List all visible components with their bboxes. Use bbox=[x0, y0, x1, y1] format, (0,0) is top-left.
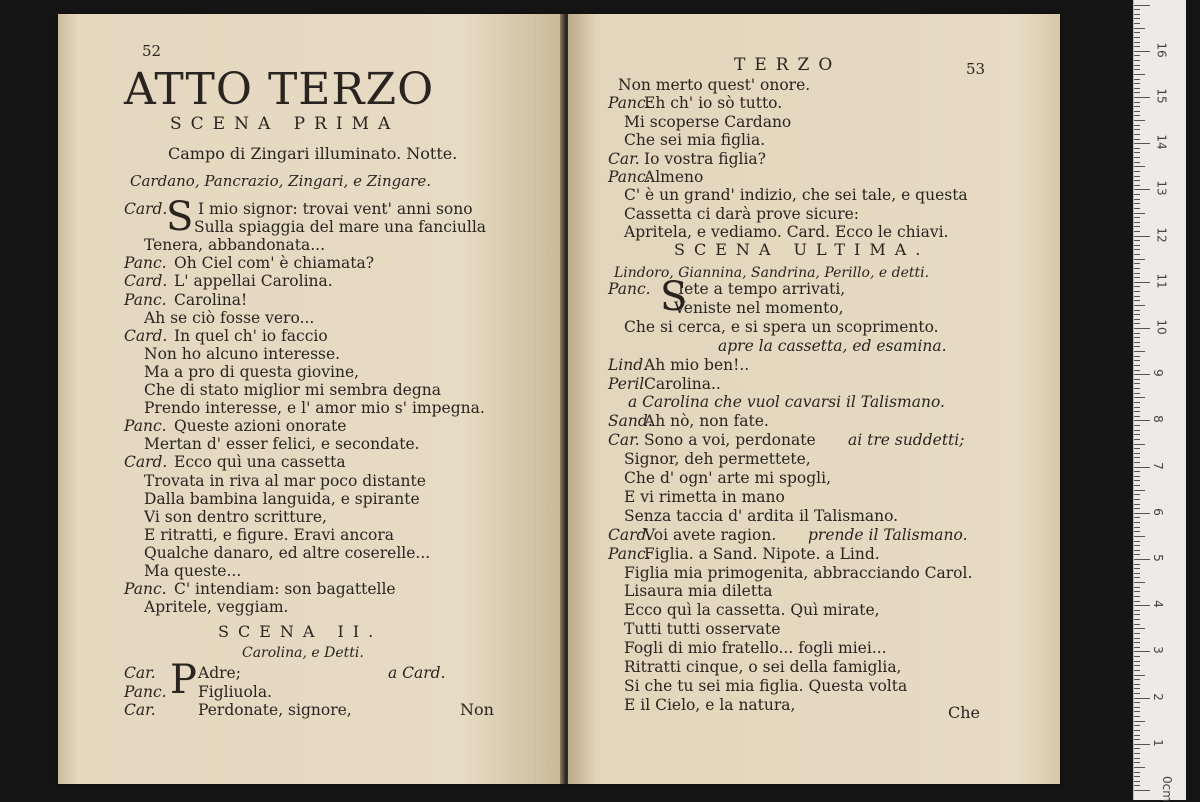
verse-text: Ma queste... bbox=[144, 562, 242, 580]
ruler-tick bbox=[1134, 254, 1140, 255]
ruler-tick bbox=[1134, 619, 1140, 620]
ruler-tick bbox=[1134, 601, 1140, 602]
ruler-tick bbox=[1134, 716, 1140, 717]
left-catchword: Non bbox=[460, 700, 494, 719]
ruler-tick bbox=[1134, 74, 1145, 75]
ruler-tick bbox=[1134, 610, 1140, 611]
ruler-tick bbox=[1134, 106, 1140, 107]
ruler-label: 2 bbox=[1150, 692, 1165, 701]
ruler-tick bbox=[1134, 651, 1150, 652]
ruler-tick bbox=[1134, 323, 1140, 324]
ruler-tick bbox=[1134, 310, 1140, 311]
ruler-tick bbox=[1134, 185, 1140, 186]
ruler-tick bbox=[1134, 647, 1140, 648]
ruler-tick bbox=[1134, 263, 1140, 264]
ruler-label: 4 bbox=[1150, 600, 1165, 609]
ruler-label: 11 bbox=[1154, 273, 1169, 289]
ruler-tick bbox=[1134, 171, 1140, 172]
verse-text: E ritratti, e figure. Eravi ancora bbox=[144, 525, 395, 544]
verse-text: Dalla bambina languida, e spirante bbox=[144, 489, 420, 508]
ruler-tick bbox=[1134, 661, 1140, 662]
verse-text: In quel ch' io faccio bbox=[174, 326, 328, 345]
ruler-tick bbox=[1134, 79, 1140, 80]
ruler-tick bbox=[1134, 97, 1150, 98]
verse-text: Che d' ogn' arte mi spogli, bbox=[624, 469, 832, 487]
right-catchword: Che bbox=[948, 703, 981, 722]
ruler-tick bbox=[1134, 277, 1140, 278]
ruler-tick bbox=[1134, 365, 1140, 366]
verse-text: E vi rimetta in mano bbox=[624, 487, 785, 506]
ruler-tick bbox=[1134, 665, 1140, 666]
ruler-tick bbox=[1134, 554, 1140, 555]
verse-text: Che si cerca, e si spera un scoprimento. bbox=[624, 317, 939, 336]
ruler-tick bbox=[1134, 46, 1140, 47]
ruler-tick bbox=[1134, 767, 1145, 768]
ruler-tick bbox=[1134, 65, 1140, 66]
ruler-tick bbox=[1134, 536, 1145, 537]
ruler-tick bbox=[1134, 527, 1140, 528]
speaker-label: Panc. bbox=[608, 280, 651, 298]
ruler-label: 13 bbox=[1154, 180, 1169, 197]
ruler-tick bbox=[1134, 176, 1140, 177]
ruler-tick bbox=[1134, 259, 1145, 260]
ruler-tick bbox=[1134, 698, 1150, 699]
ruler-tick bbox=[1134, 476, 1140, 477]
verse-text: Oh Ciel com' è chiamata? bbox=[174, 254, 375, 273]
stage-direction: apre la cassetta, ed esamina. bbox=[718, 336, 947, 355]
ruler-tick bbox=[1134, 37, 1140, 38]
ruler-tick bbox=[1134, 92, 1140, 93]
left-page-number: 52 bbox=[142, 42, 162, 60]
ruler-tick bbox=[1134, 180, 1140, 181]
verse-text: Cassetta ci darà prove sicure: bbox=[624, 204, 860, 223]
ruler-tick bbox=[1134, 559, 1150, 560]
ruler-tick bbox=[1134, 249, 1140, 250]
ruler-tick bbox=[1134, 628, 1145, 629]
ruler-tick bbox=[1134, 236, 1150, 237]
ruler-tick bbox=[1134, 457, 1140, 458]
ruler-tick bbox=[1134, 762, 1140, 763]
ruler-tick bbox=[1134, 120, 1145, 121]
ruler-tick bbox=[1134, 550, 1140, 551]
final-scene-heading: SCENA ULTIMA. bbox=[674, 240, 930, 259]
ruler-tick bbox=[1134, 333, 1140, 334]
ruler-tick bbox=[1134, 596, 1140, 597]
ruler-tick bbox=[1134, 707, 1140, 708]
ruler-tick bbox=[1134, 342, 1140, 343]
verse-text: Carolina! bbox=[174, 290, 248, 309]
ruler-tick bbox=[1134, 356, 1140, 357]
ruler-tick bbox=[1134, 296, 1140, 297]
ruler-tick bbox=[1134, 467, 1150, 468]
ruler-tick bbox=[1134, 162, 1140, 163]
ruler-tick bbox=[1134, 351, 1145, 352]
ruler-tick bbox=[1134, 624, 1140, 625]
verse-text: Ritratti cinque, o sei della famiglia, bbox=[624, 658, 902, 676]
ruler-tick bbox=[1134, 439, 1140, 440]
ruler-tick bbox=[1134, 781, 1140, 782]
ruler-tick bbox=[1134, 517, 1140, 518]
verse-text: Prendo interesse, e l' amor mio s' impegna. bbox=[144, 399, 485, 418]
speaker-label: Panc. bbox=[608, 544, 651, 563]
right-page bbox=[568, 14, 1060, 784]
verse-text: Io vostra figlia? bbox=[644, 149, 766, 168]
ruler-label: 16 bbox=[1154, 42, 1169, 58]
speaker-label: Card. bbox=[124, 200, 168, 218]
ruler-tick bbox=[1134, 115, 1140, 116]
verse-text: Ecco quì una cassetta bbox=[174, 453, 346, 472]
ruler-label: 6 bbox=[1150, 507, 1165, 516]
speaker-label: Panc. bbox=[608, 94, 651, 113]
ruler-label: 15 bbox=[1154, 88, 1169, 104]
ruler-tick bbox=[1134, 300, 1140, 301]
measurement-ruler bbox=[1133, 0, 1186, 800]
ruler-tick bbox=[1134, 739, 1140, 740]
ruler-tick bbox=[1134, 28, 1145, 29]
ruler-tick bbox=[1134, 577, 1140, 578]
ruler-tick bbox=[1134, 273, 1140, 274]
verse-text: L' appellai Carolina. bbox=[174, 272, 333, 291]
verse-text: Tutti tutti osservate bbox=[624, 620, 781, 639]
ruler-tick bbox=[1134, 494, 1140, 495]
ruler-tick bbox=[1134, 420, 1150, 421]
ruler-tick bbox=[1134, 129, 1140, 130]
ruler-label: 10 bbox=[1154, 319, 1169, 335]
ruler-tick bbox=[1134, 55, 1140, 56]
ruler-label: 1 bbox=[1150, 738, 1165, 747]
ruler-tick bbox=[1134, 226, 1140, 227]
ruler-tick bbox=[1134, 725, 1140, 726]
verse-text: Apritele, veggiam. bbox=[144, 598, 289, 617]
ruler-tick bbox=[1134, 286, 1140, 287]
ruler-tick bbox=[1134, 758, 1140, 759]
ruler-tick bbox=[1134, 675, 1145, 676]
ruler-label: 9 bbox=[1150, 369, 1165, 378]
ruler-tick bbox=[1134, 411, 1140, 412]
verse-text: C' intendiam: son bagattelle bbox=[174, 580, 396, 599]
verse-text: Sulla spiaggia del mare una fanciulla bbox=[194, 218, 487, 237]
ruler-tick bbox=[1134, 693, 1140, 694]
ruler-tick bbox=[1134, 291, 1140, 292]
ruler-tick bbox=[1134, 383, 1140, 384]
ruler-tick bbox=[1134, 785, 1140, 786]
ruler-tick bbox=[1134, 642, 1140, 643]
ruler-tick bbox=[1134, 143, 1150, 144]
ruler-tick bbox=[1134, 453, 1140, 454]
scene-characters: Cardano, Pancrazio, Zingari, e Zingare. bbox=[130, 172, 431, 190]
ruler-tick bbox=[1134, 9, 1140, 10]
ruler-tick bbox=[1134, 166, 1145, 167]
ruler-tick bbox=[1134, 268, 1140, 269]
ruler-tick bbox=[1134, 393, 1140, 394]
ruler-tick bbox=[1134, 430, 1140, 431]
scene-2-characters: Carolina, e Detti. bbox=[242, 645, 364, 661]
ruler-tick bbox=[1134, 282, 1150, 283]
ruler-tick bbox=[1134, 18, 1140, 19]
ruler-tick bbox=[1134, 407, 1140, 408]
ruler-tick bbox=[1134, 711, 1140, 712]
ruler-tick bbox=[1134, 148, 1140, 149]
final-drop-cap: S bbox=[660, 274, 688, 320]
verse-text: Ma a pro di questa giovine, bbox=[144, 362, 360, 381]
verse-text: Figlia. a Sand. Nipote. a Lind. bbox=[644, 544, 880, 563]
ruler-tick bbox=[1134, 14, 1140, 15]
ruler-tick bbox=[1134, 23, 1140, 24]
ruler-label: 3 bbox=[1150, 646, 1165, 655]
ruler-tick bbox=[1134, 462, 1140, 463]
left-page bbox=[58, 14, 564, 784]
ruler-tick bbox=[1134, 346, 1140, 347]
verse-text: Ah nò, non fate. bbox=[644, 412, 769, 431]
ruler-tick bbox=[1134, 504, 1140, 505]
ruler-tick bbox=[1134, 744, 1150, 745]
ruler-tick bbox=[1134, 203, 1140, 204]
open-book bbox=[58, 14, 1060, 784]
ruler-tick bbox=[1134, 360, 1140, 361]
ruler-tick bbox=[1134, 5, 1150, 6]
verse-text: Lisaura mia diletta bbox=[624, 582, 773, 601]
verse-text: Ecco quì la cassetta. Quì mirate, bbox=[624, 601, 880, 620]
ruler-tick bbox=[1134, 702, 1140, 703]
drop-cap: S bbox=[166, 194, 194, 240]
ruler-tick bbox=[1134, 374, 1150, 375]
ruler-tick bbox=[1134, 102, 1140, 103]
verse-text: Sono a voi, perdonate bbox=[644, 431, 816, 450]
verse-text: Almeno bbox=[644, 168, 704, 186]
ruler-tick bbox=[1134, 157, 1140, 158]
ruler-tick bbox=[1134, 111, 1140, 112]
ruler-tick bbox=[1134, 638, 1140, 639]
speaker-label: Panc. bbox=[608, 168, 651, 186]
speaker-label: Card. bbox=[124, 326, 168, 345]
ruler-tick bbox=[1134, 564, 1140, 565]
ruler-tick bbox=[1134, 194, 1140, 195]
speaker-label: Car. bbox=[608, 431, 640, 450]
ruler-tick bbox=[1134, 319, 1140, 320]
ruler-label: 12 bbox=[1154, 226, 1169, 243]
ruler-tick bbox=[1134, 213, 1145, 214]
speaker-label: Card. bbox=[124, 453, 168, 472]
ruler-tick bbox=[1134, 199, 1140, 200]
verse-text: Che sei mia figlia. bbox=[624, 131, 766, 150]
verse-text: Figlia mia primogenita, abbracciando Carol. bbox=[624, 563, 973, 582]
verse-text: Fogli di mio fratello... fogli miei... bbox=[624, 639, 887, 658]
ruler-tick bbox=[1134, 69, 1140, 70]
ruler-tick bbox=[1134, 370, 1140, 371]
stage-direction: ai tre suddetti; bbox=[848, 431, 965, 450]
running-header: TERZO bbox=[734, 55, 842, 75]
ruler-tick bbox=[1134, 656, 1140, 657]
speaker-label: Car. bbox=[124, 701, 156, 719]
ruler-tick bbox=[1134, 721, 1145, 722]
speaker-label: Panc. bbox=[124, 254, 167, 273]
ruler-tick bbox=[1134, 416, 1140, 417]
ruler-tick bbox=[1134, 51, 1150, 52]
verse-text: Ah se ciò fosse vero... bbox=[144, 308, 315, 327]
verse-text: Voi avete ragion. bbox=[644, 525, 777, 544]
verse-text: Mi scoperse Cardano bbox=[624, 112, 792, 131]
ruler-tick bbox=[1134, 522, 1140, 523]
verse-text: Adre; bbox=[198, 664, 241, 682]
speaker-label: Peril bbox=[608, 374, 645, 393]
ruler-tick bbox=[1134, 790, 1150, 791]
ruler-tick bbox=[1134, 735, 1140, 736]
ruler-tick bbox=[1134, 32, 1140, 33]
ruler-tick bbox=[1134, 402, 1140, 403]
ruler-tick bbox=[1134, 231, 1140, 232]
scene-setting: Campo di Zingari illuminato. Notte. bbox=[168, 144, 458, 163]
ruler-tick bbox=[1134, 208, 1140, 209]
scene-2-heading: SCENA II. bbox=[218, 622, 383, 641]
verse-text: Non merto quest' onore. bbox=[618, 76, 811, 94]
ruler-tick bbox=[1134, 513, 1150, 514]
ruler-tick bbox=[1134, 670, 1140, 671]
ruler-tick bbox=[1134, 684, 1140, 685]
verse-text: I mio signor: trovai vent' anni sono bbox=[198, 200, 473, 218]
final-scene-characters: Lindoro, Giannina, Sandrina, Perillo, e detti. bbox=[614, 265, 930, 281]
verse-text: Senza taccia d' ardita il Talismano. bbox=[624, 506, 899, 525]
ruler-tick bbox=[1134, 337, 1140, 338]
speaker-label: Panc. bbox=[124, 682, 167, 701]
ruler-tick bbox=[1134, 434, 1140, 435]
ruler-tick bbox=[1134, 397, 1145, 398]
ruler-tick bbox=[1134, 134, 1140, 135]
verse-text: C' è un grand' indizio, che sei tale, e questa bbox=[624, 186, 968, 205]
ruler-label: 14 bbox=[1154, 134, 1169, 150]
verse-text: Trovata in riva al mar poco distante bbox=[144, 471, 426, 490]
ruler-tick bbox=[1134, 222, 1140, 223]
ruler-tick bbox=[1134, 633, 1140, 634]
ruler-tick bbox=[1134, 679, 1140, 680]
ruler-tick bbox=[1134, 753, 1140, 754]
ruler-tick bbox=[1134, 139, 1140, 140]
act-title: ATTO TERZO bbox=[124, 64, 435, 115]
speaker-label: Car. bbox=[608, 149, 640, 168]
stage-direction: prende il Talismano. bbox=[808, 525, 968, 544]
verse-text: Tenera, abbandonata... bbox=[144, 236, 326, 255]
ruler-tick bbox=[1134, 772, 1140, 773]
drop-cap: P bbox=[170, 657, 197, 703]
speaker-label: Car. bbox=[124, 664, 156, 682]
verse-text: Non ho alcuno interesse. bbox=[144, 344, 341, 363]
verse-text: Queste azioni onorate bbox=[174, 417, 347, 436]
verse-text: Si che tu sei mia figlia. Questa volta bbox=[624, 676, 908, 695]
speaker-label: Card. bbox=[608, 525, 652, 544]
ruler-tick bbox=[1134, 541, 1140, 542]
verse-text: Figliuola. bbox=[198, 682, 272, 701]
ruler-tick bbox=[1134, 508, 1140, 509]
verse-text: Eh ch' io sò tutto. bbox=[644, 94, 783, 113]
speaker-label: Panc. bbox=[124, 580, 167, 599]
ruler-tick bbox=[1134, 568, 1140, 569]
ruler-tick bbox=[1134, 217, 1140, 218]
verse-text: E il Cielo, e la natura, bbox=[624, 695, 796, 714]
speaker-label: Lind. bbox=[608, 355, 649, 374]
verse-text: Iete a tempo arrivati, bbox=[678, 280, 846, 298]
ruler-label: 5 bbox=[1150, 554, 1165, 562]
scene-heading: SCENA PRIMA bbox=[170, 114, 400, 134]
ruler-label: 0cm bbox=[1159, 776, 1174, 802]
ruler-tick bbox=[1134, 545, 1140, 546]
ruler-tick bbox=[1134, 388, 1140, 389]
ruler-tick bbox=[1134, 499, 1140, 500]
ruler-tick bbox=[1134, 245, 1140, 246]
ruler-tick bbox=[1134, 471, 1140, 472]
ruler-tick bbox=[1134, 591, 1140, 592]
ruler-tick bbox=[1134, 305, 1145, 306]
stage-direction: a Card. bbox=[388, 664, 446, 682]
speaker-label: Panc. bbox=[124, 417, 167, 436]
verse-text: Che di stato miglior mi sembra degna bbox=[144, 381, 441, 399]
ruler-tick bbox=[1134, 573, 1140, 574]
verse-text: Signor, deh permettete, bbox=[624, 450, 811, 469]
ruler-tick bbox=[1134, 614, 1140, 615]
verse-text: Carolina.. bbox=[644, 374, 721, 393]
stage-direction: a Carolina che vuol cavarsi il Talismano. bbox=[628, 393, 945, 412]
ruler-tick bbox=[1134, 480, 1140, 481]
verse-text: Veniste nel momento, bbox=[674, 298, 844, 317]
ruler-tick bbox=[1134, 448, 1140, 449]
ruler-tick bbox=[1134, 152, 1140, 153]
ruler-label: 7 bbox=[1150, 461, 1165, 470]
verse-text: Mertan d' esser felici, e secondate. bbox=[144, 435, 420, 454]
ruler-tick bbox=[1134, 582, 1145, 583]
ruler-tick bbox=[1134, 328, 1150, 329]
ruler-tick bbox=[1134, 425, 1140, 426]
ruler-tick bbox=[1134, 776, 1140, 777]
ruler-tick bbox=[1134, 531, 1140, 532]
ruler-tick bbox=[1134, 688, 1140, 689]
ruler-tick bbox=[1134, 60, 1140, 61]
ruler-tick bbox=[1134, 748, 1140, 749]
ruler-tick bbox=[1134, 587, 1140, 588]
ruler-tick bbox=[1134, 83, 1140, 84]
verse-text: Vi son dentro scritture, bbox=[144, 507, 327, 526]
ruler-tick bbox=[1134, 189, 1150, 190]
ruler-tick bbox=[1134, 605, 1150, 606]
ruler-tick bbox=[1134, 730, 1140, 731]
verse-text: Apritela, e vediamo. Card. Ecco le chiavi. bbox=[624, 223, 949, 242]
ruler-tick bbox=[1134, 444, 1145, 445]
ruler-tick bbox=[1134, 490, 1145, 491]
ruler-tick bbox=[1134, 88, 1140, 89]
ruler-tick bbox=[1134, 125, 1140, 126]
ruler-tick bbox=[1134, 485, 1140, 486]
ruler-tick bbox=[1134, 42, 1140, 43]
ruler-tick bbox=[1134, 240, 1140, 241]
verse-text: Perdonate, signore, bbox=[198, 701, 352, 719]
speaker-label: Card. bbox=[124, 272, 168, 291]
verse-text: Ah mio ben!.. bbox=[644, 355, 750, 374]
ruler-tick bbox=[1134, 314, 1140, 315]
right-page-number: 53 bbox=[966, 60, 986, 78]
speaker-label: Panc. bbox=[124, 290, 167, 309]
verse-text: Qualche danaro, ed altre coserelle... bbox=[144, 543, 431, 562]
speaker-label: Sand. bbox=[608, 412, 653, 431]
ruler-tick bbox=[1134, 379, 1140, 380]
ruler-label: 8 bbox=[1150, 415, 1165, 424]
